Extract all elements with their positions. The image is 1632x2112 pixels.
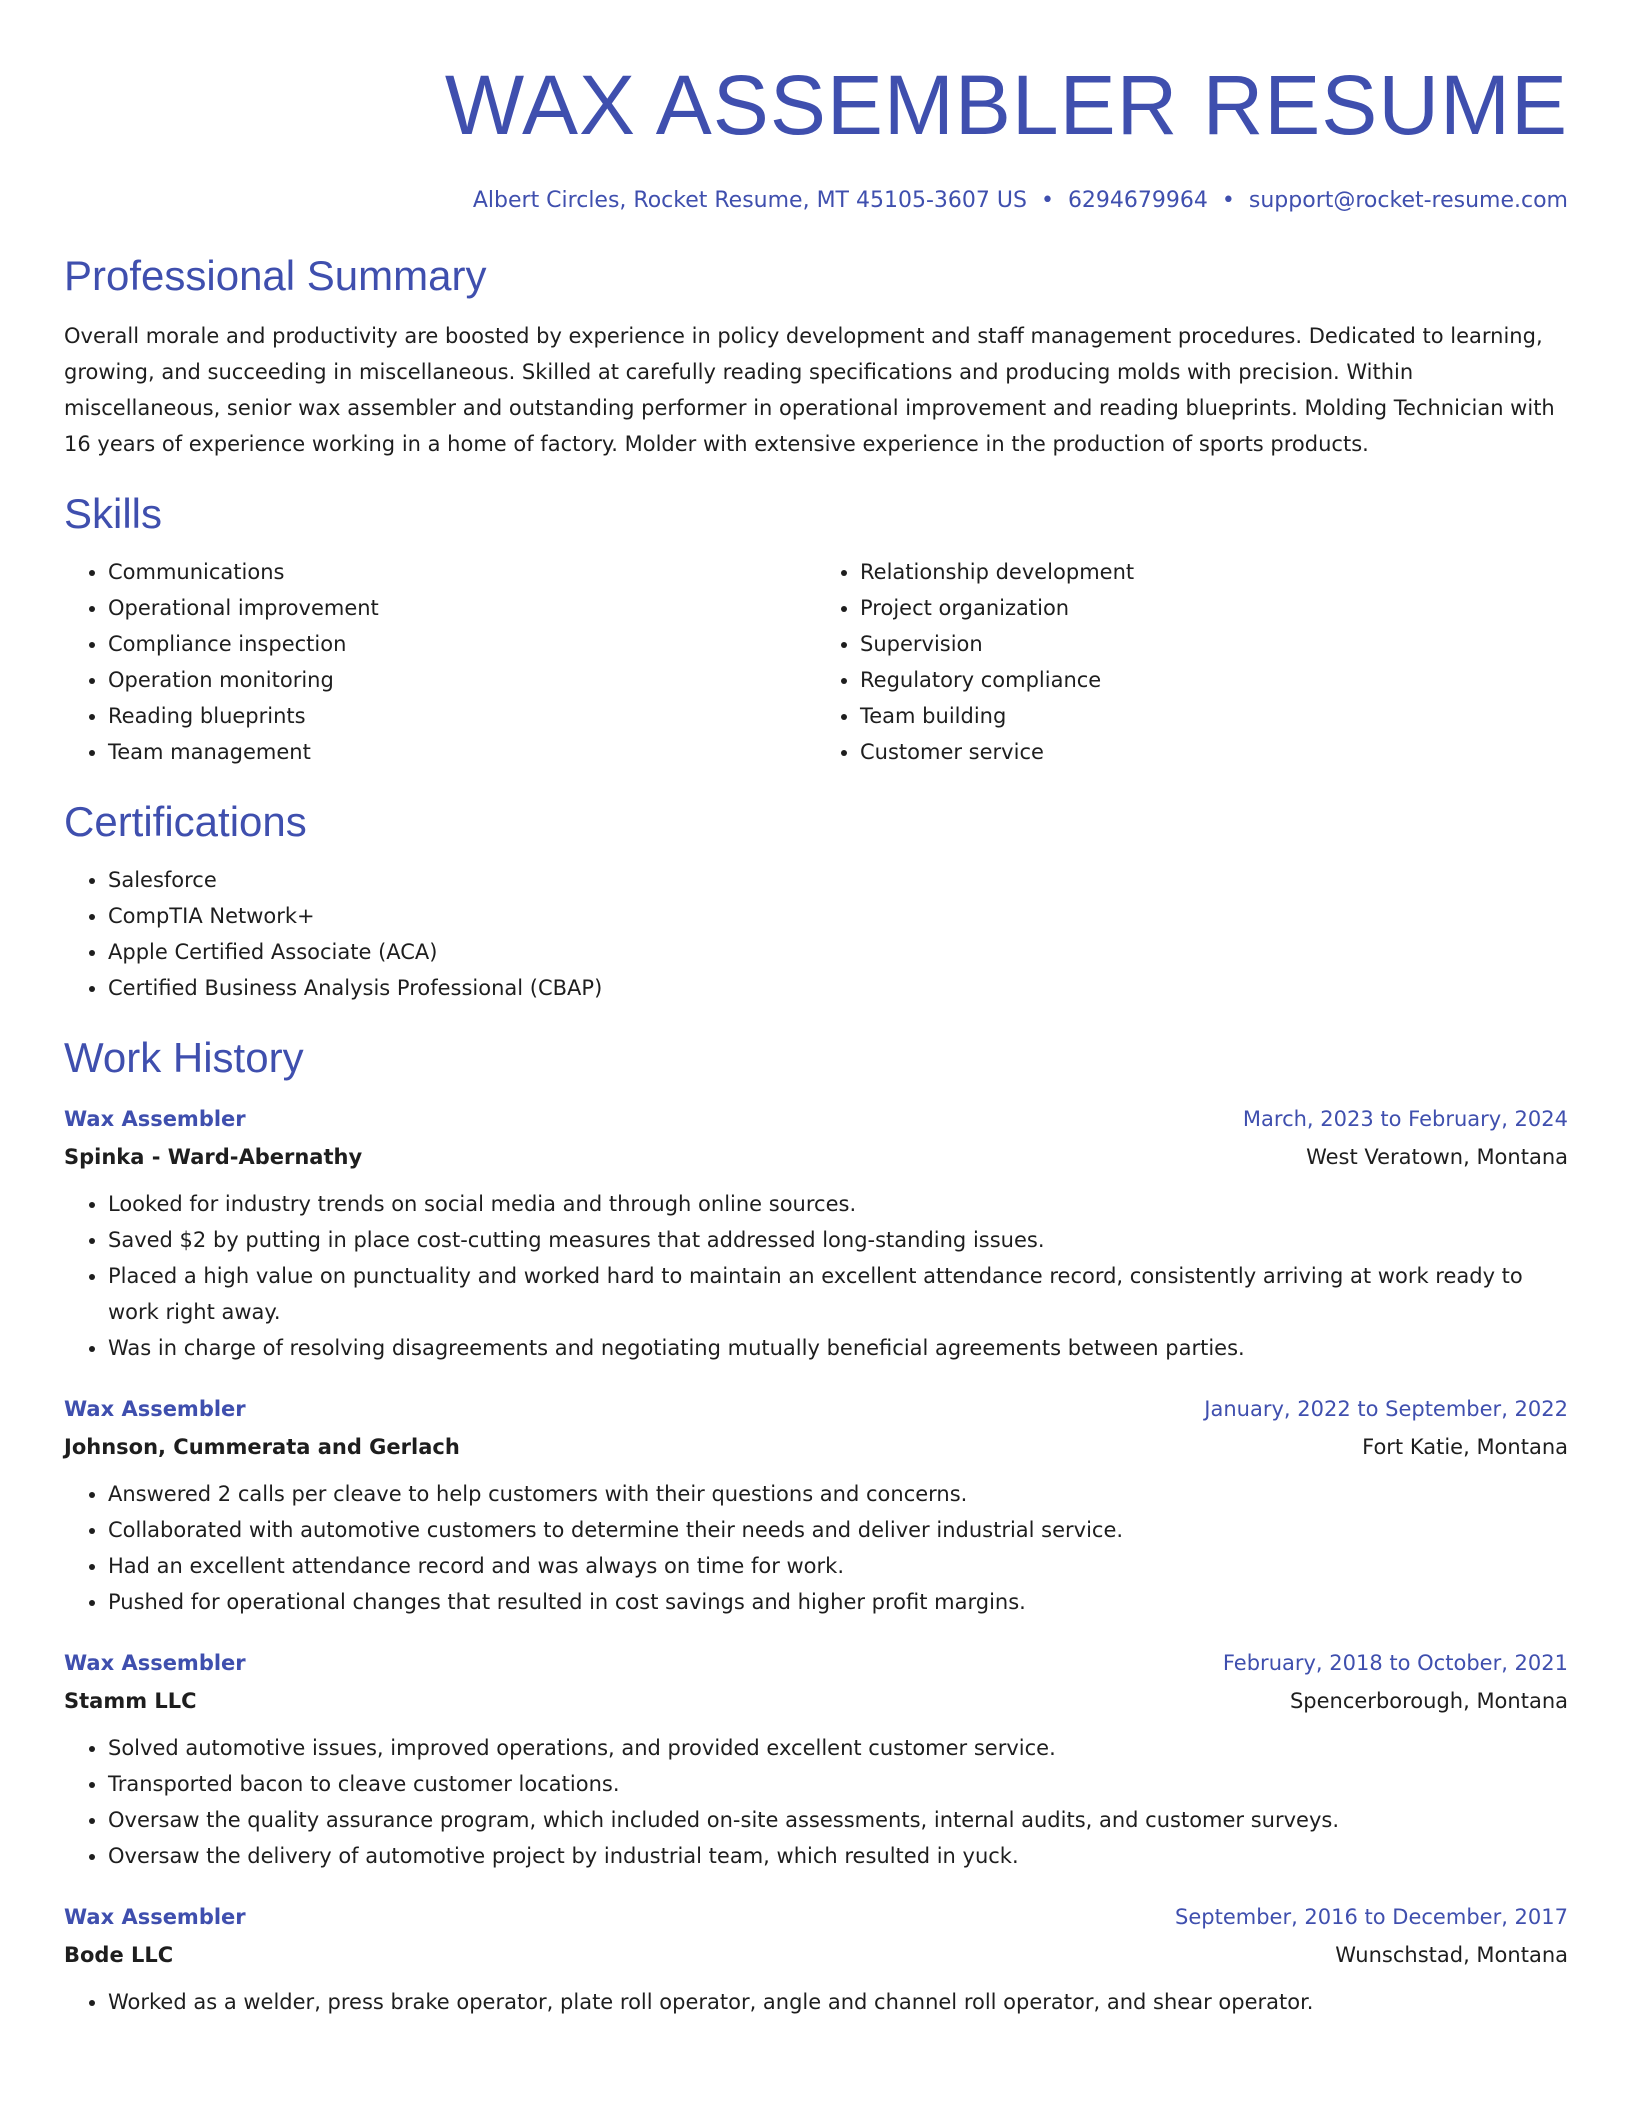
skill-item: • Supervision <box>860 626 1568 662</box>
job-subheader <box>64 1428 1568 1466</box>
job-bullet: • Answered 2 calls per cleave to help customers with their questions and concerns. <box>108 1476 1568 1512</box>
job-bullet: • Transported bacon to cleave customer locations. <box>108 1766 1568 1802</box>
job-entry <box>64 1644 1568 1874</box>
job-location: Fort Katie, Montana <box>1362 1435 1568 1459</box>
phone-text: 6294679964 <box>1067 188 1208 213</box>
separator-bullet: • <box>1040 188 1054 213</box>
job-bullet: • Oversaw the delivery of automotive project by industrial team, which resulted in yuck. <box>108 1838 1568 1874</box>
job-title: Wax Assembler <box>64 1905 246 1929</box>
job-subheader <box>64 1936 1568 1974</box>
skill-item: • Operation monitoring <box>108 662 816 698</box>
job-bullet: • Had an excellent attendance record and was always on time for work. <box>108 1548 1568 1584</box>
job-bullet: • Collaborated with automotive customers to determine their needs and deliver industrial service. <box>108 1512 1568 1548</box>
certification-item: • CompTIA Network+ <box>108 898 1568 934</box>
job-location: Wunschstad, Montana <box>1335 1943 1568 1967</box>
skills-list-right <box>816 554 1568 770</box>
job-bullet: • Oversaw the quality assurance program, which included on-site assessments, internal audits, and customer surveys. <box>108 1802 1568 1838</box>
job-title: Wax Assembler <box>64 1107 246 1131</box>
job-subheader <box>64 1682 1568 1720</box>
job-header <box>64 1100 1568 1138</box>
job-title: Wax Assembler <box>64 1397 246 1421</box>
job-entry <box>64 1898 1568 2020</box>
certification-item: • Apple Certified Associate (ACA) <box>108 934 1568 970</box>
job-dates: March, 2023 to February, 2024 <box>1242 1107 1568 1131</box>
address-text: Albert Circles, Rocket Resume, MT 45105-3607 US <box>472 188 1027 213</box>
job-dates: September, 2016 to December, 2017 <box>1175 1905 1568 1929</box>
job-bullets <box>64 1186 1568 1366</box>
job-bullets <box>64 1730 1568 1874</box>
job-location: Spencerborough, Montana <box>1289 1689 1568 1713</box>
skill-item: • Compliance inspection <box>108 626 816 662</box>
job-bullet: • Placed a high value on punctuality and worked hard to maintain an excellent attendance record, consistently arriving at work ready to work right away. <box>108 1258 1568 1330</box>
job-company: Bode LLC <box>64 1943 174 1967</box>
job-bullet: • Solved automotive issues, improved operations, and provided excellent customer service. <box>108 1730 1568 1766</box>
job-company: Johnson, Cummerata and Gerlach <box>64 1435 460 1459</box>
job-subheader <box>64 1138 1568 1176</box>
job-title: Wax Assembler <box>64 1651 246 1675</box>
job-header <box>64 1390 1568 1428</box>
skill-item: • Communications <box>108 554 816 590</box>
skill-item: • Relationship development <box>860 554 1568 590</box>
certification-item: • Salesforce <box>108 862 1568 898</box>
job-bullet: • Was in charge of resolving disagreements and negotiating mutually beneficial agreements between parties. <box>108 1330 1568 1366</box>
job-dates: February, 2018 to October, 2021 <box>1222 1651 1568 1675</box>
certifications-heading: Certifications <box>64 798 307 845</box>
job-header <box>64 1644 1568 1682</box>
job-bullets <box>64 1984 1568 2020</box>
contact-line <box>64 186 1568 216</box>
job-bullets <box>64 1476 1568 1620</box>
skills-heading: Skills <box>64 490 163 537</box>
skill-item: • Reading blueprints <box>108 698 816 734</box>
certification-item: • Certified Business Analysis Professional (CBAP) <box>108 970 1568 1006</box>
skill-item: • Customer service <box>860 734 1568 770</box>
skill-item: • Project organization <box>860 590 1568 626</box>
work-history-heading: Work History <box>64 1034 304 1081</box>
separator-bullet: • <box>1221 188 1235 213</box>
skill-item: • Team building <box>860 698 1568 734</box>
job-entry <box>64 1100 1568 1366</box>
job-location: West Veratown, Montana <box>1306 1145 1568 1169</box>
certifications-list <box>64 862 1568 1006</box>
resume-title: WAX ASSEMBLER RESUME <box>444 58 1568 152</box>
job-header <box>64 1898 1568 1936</box>
skill-item: • Team management <box>108 734 816 770</box>
job-dates: January, 2022 to September, 2022 <box>1204 1397 1568 1421</box>
job-entry <box>64 1390 1568 1620</box>
job-bullet: • Saved $2 by putting in place cost-cutting measures that addressed long-standing issues. <box>108 1222 1568 1258</box>
summary-text: Overall morale and productivity are boosted by experience in policy development and staff management procedures. Dedicated to learning, growing, and succeeding in miscellaneous. Skilled at carefully reading specifications and producing molds with precision. Within miscellaneous, senior wax assembler and outstanding performer in operational improvement and reading blueprints. Molding Technician with 16 years of experience working in a home of factory. Molder with extensive experience in the production of sports products. <box>64 324 1555 456</box>
job-bullet: • Pushed for operational changes that resulted in cost savings and higher profit margins. <box>108 1584 1568 1620</box>
job-company: Stamm LLC <box>64 1689 197 1713</box>
job-bullet: • Looked for industry trends on social media and through online sources. <box>108 1186 1568 1222</box>
resume-page <box>64 50 1568 2020</box>
skills-columns <box>64 554 1568 770</box>
job-company: Spinka - Ward-Abernathy <box>64 1145 363 1169</box>
job-bullet: • Worked as a welder, press brake operator, plate roll operator, angle and channel roll operator, and shear operator. <box>108 1984 1568 2020</box>
skill-item: • Operational improvement <box>108 590 816 626</box>
summary-heading: Professional Summary <box>64 252 487 299</box>
skills-list-left <box>64 554 816 770</box>
skill-item: • Regulatory compliance <box>860 662 1568 698</box>
email-link[interactable]: support@rocket-resume.com <box>1248 188 1568 213</box>
